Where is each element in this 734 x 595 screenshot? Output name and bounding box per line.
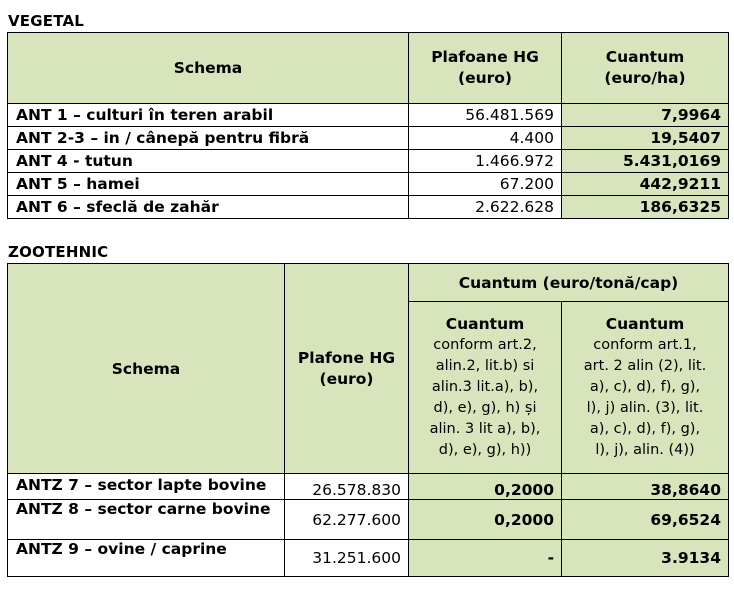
header-schema: Schema (8, 264, 285, 474)
header-cuantum-col1-text: conform art.2, alin.2, lit.b) si alin.3 lit.a), b), d), e), g), h) și alin. 3 lit a), b), d), e), g), h)) (429, 337, 541, 458)
row-plafon: 56.481.569 (409, 104, 562, 127)
zootehnic-table (7, 263, 729, 577)
row-cuantum: 186,6325 (562, 196, 729, 219)
vegetal-table (7, 32, 729, 219)
section-title-vegetal: VEGETAL (8, 12, 85, 30)
header-plafoane: Plafoane HG (euro) (409, 33, 562, 104)
row-cuantum: 442,9211 (562, 173, 729, 196)
row-schema: ANT 1 – culturi în teren arabil (8, 104, 409, 127)
row-cuantum-2: 3.9134 (562, 540, 729, 577)
row-schema: ANTZ 8 – sector carne bovine (8, 500, 285, 540)
section-title-zootehnic: ZOOTEHNIC (8, 243, 109, 261)
table-row (8, 104, 729, 127)
row-cuantum-1: 0,2000 (409, 500, 562, 540)
header-schema: Schema (8, 33, 409, 104)
table-row (8, 474, 729, 500)
row-schema: ANTZ 9 – ovine / caprine (8, 540, 285, 577)
table-row (8, 500, 729, 540)
row-plafon: 26.578.830 (285, 474, 409, 500)
header-cuantum-group: Cuantum (euro/tonă/cap) (409, 264, 729, 302)
row-cuantum: 5.431,0169 (562, 150, 729, 173)
vegetal-header-row (8, 33, 729, 104)
row-cuantum-1: - (409, 540, 562, 577)
row-plafon: 31.251.600 (285, 540, 409, 577)
header-cuantum-col1 (409, 302, 562, 474)
row-plafon: 2.622.628 (409, 196, 562, 219)
row-plafon: 4.400 (409, 127, 562, 150)
zootehnic-header-row (8, 264, 729, 302)
table-row (8, 150, 729, 173)
row-cuantum: 19,5407 (562, 127, 729, 150)
row-schema: ANT 4 - tutun (8, 150, 409, 173)
row-plafon: 67.200 (409, 173, 562, 196)
row-plafon: 62.277.600 (285, 500, 409, 540)
table-row (8, 540, 729, 577)
header-cuantum: Cuantum (euro/ha) (562, 33, 729, 104)
row-cuantum-2: 69,6524 (562, 500, 729, 540)
row-cuantum-1: 0,2000 (409, 474, 562, 500)
header-cuantum-col2-title: Cuantum (605, 315, 685, 333)
table-row (8, 127, 729, 150)
header-plafone: Plafone HG (euro) (285, 264, 409, 474)
row-schema: ANT 6 – sfeclă de zahăr (8, 196, 409, 219)
row-cuantum-2: 38,8640 (562, 474, 729, 500)
row-plafon: 1.466.972 (409, 150, 562, 173)
row-schema: ANT 5 – hamei (8, 173, 409, 196)
header-cuantum-col1-title: Cuantum (445, 315, 525, 333)
row-schema: ANT 2-3 – in / cânepă pentru fibră (8, 127, 409, 150)
header-cuantum-col2-text: conform art.1, art. 2 alin (2), lit. a), c), d), f), g), l), j) alin. (3), lit. a), c), d), f), g), l), j), alin. (4)) (583, 337, 707, 458)
row-schema: ANTZ 7 – sector lapte bovine (8, 474, 285, 500)
table-row (8, 196, 729, 219)
row-cuantum: 7,9964 (562, 104, 729, 127)
table-row (8, 173, 729, 196)
header-cuantum-col2 (562, 302, 729, 474)
